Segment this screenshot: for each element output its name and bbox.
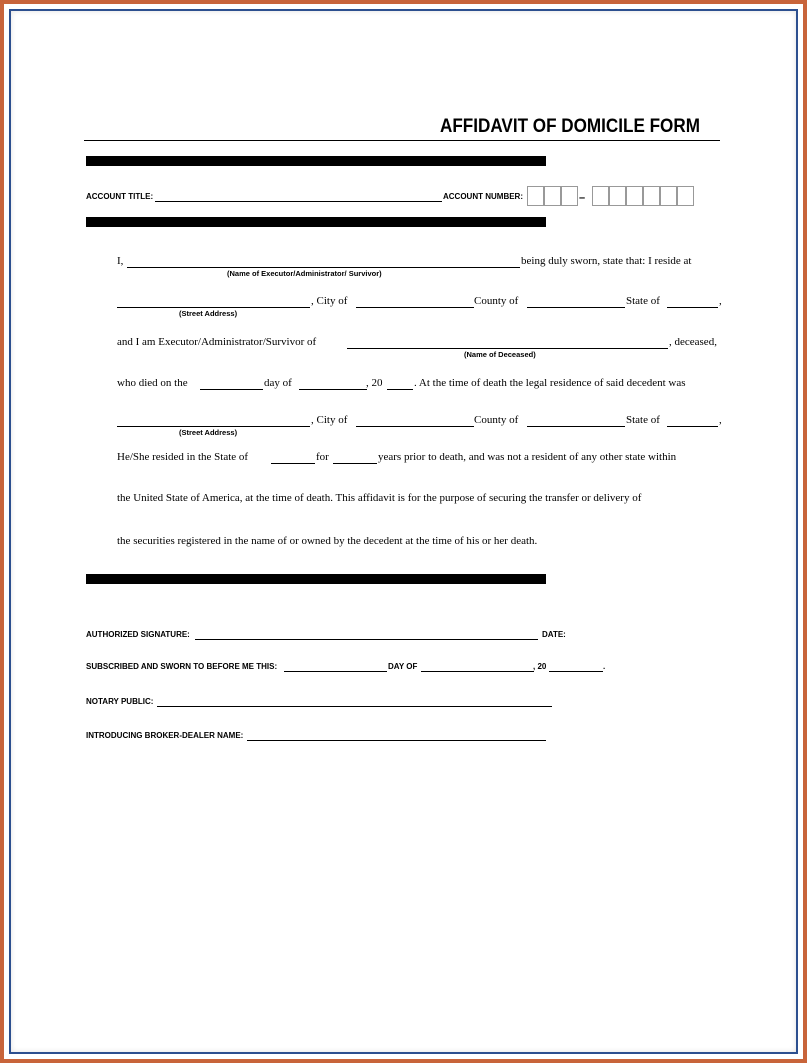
section-bar-signature [86,574,546,584]
subscribed-label: SUBSCRIBED AND SWORN TO BEFORE ME THIS: [86,662,278,671]
notary-label: NOTARY PUBLIC: [86,697,154,706]
line2-comma: , [719,295,722,307]
resided-state-field[interactable] [271,463,315,464]
deceased-caption: (Name of Deceased) [464,350,536,359]
state-field[interactable] [667,307,718,308]
death-day-field[interactable] [200,389,263,390]
deceased-name-field[interactable] [347,348,668,349]
line1-start: I, [117,255,124,267]
city-field[interactable] [356,307,474,308]
executor-name-field[interactable] [127,267,520,268]
twenty-label: , 20 [533,662,547,671]
death-year-field[interactable] [387,389,413,390]
legal-street-address-field[interactable] [117,426,310,427]
line2-state-label: State of [626,295,660,307]
date-label: DATE: [542,630,566,639]
day-of-label: DAY OF [388,662,418,671]
authorized-signature-field[interactable] [195,639,538,640]
form-title: AFFIDAVIT OF DOMICILE FORM [440,116,700,137]
line4-c: , 20 [366,377,383,389]
executor-caption: (Name of Executor/Administrator/ Survivor) [227,269,382,278]
line4-d: . At the time of death the legal residence of said decedent was [414,377,686,389]
sworn-month-field[interactable] [421,671,534,672]
section-bar-account [86,156,546,166]
account-number-box[interactable] [609,186,626,206]
section-heading-decedent: II. DECEDENT'S INFORMATION [98,217,246,228]
line1-end: being duly sworn, state that: I reside at [521,255,692,267]
legal-city-field[interactable] [356,426,474,427]
line4-a: who died on the [117,377,188,389]
line2-city-label: , City of [311,295,348,307]
line5-comma: , [719,414,722,426]
street-caption: (Street Address) [179,309,238,318]
period-mark: . [603,662,606,671]
broker-field[interactable] [247,740,546,741]
account-number-box[interactable] [544,186,561,206]
legal-county-field[interactable] [527,426,625,427]
sworn-day-field[interactable] [284,671,387,672]
line6-a: He/She resided in the State of [117,451,249,463]
line5-city-label: , City of [311,414,348,426]
years-field[interactable] [333,463,377,464]
line3-start: and I am Executor/Administrator/Survivor of [117,336,317,348]
account-number-label: ACCOUNT NUMBER: [443,192,523,201]
legal-state-field[interactable] [667,426,718,427]
section-bar-decedent [86,217,546,227]
account-number-box[interactable] [660,186,677,206]
street-caption-2: (Street Address) [179,428,238,437]
account-title-field[interactable] [155,201,442,202]
account-number-box[interactable] [527,186,544,206]
county-field[interactable] [527,307,625,308]
section-heading-account: I. ACCOUNT INFORMATION [98,156,229,167]
account-number-box[interactable] [643,186,660,206]
account-number-box[interactable] [677,186,694,206]
title-rule [84,140,720,141]
line6-b: for [316,451,329,463]
street-address-field[interactable] [117,307,310,308]
account-title-label: ACCOUNT TITLE: [86,192,154,201]
death-month-field[interactable] [299,389,367,390]
sworn-year-field[interactable] [549,671,603,672]
line2-county-label: County of [474,295,519,307]
line6-c: years prior to death, and was not a resident of any other state within [378,451,677,463]
line4-b: day of [264,377,292,389]
broker-label: INTRODUCING BROKER-DEALER NAME: [86,731,244,740]
account-number-box[interactable] [626,186,643,206]
account-number-dash: – [579,192,586,204]
account-number-box[interactable] [592,186,609,206]
line7-text: the United State of America, at the time of death. This affidavit is for the purpose of securing the transfer or delivery of [117,492,642,504]
line5-county-label: County of [474,414,519,426]
account-number-box[interactable] [561,186,578,206]
line8-text: the securities registered in the name of or owned by the decedent at the time of his or her death. [117,535,538,547]
section-heading-signature: III. SIGNATURE [98,574,171,585]
line3-end: , deceased, [669,336,717,348]
line5-state-label: State of [626,414,660,426]
notary-field[interactable] [157,706,552,707]
authorized-signature-label: AUTHORIZED SIGNATURE: [86,630,190,639]
